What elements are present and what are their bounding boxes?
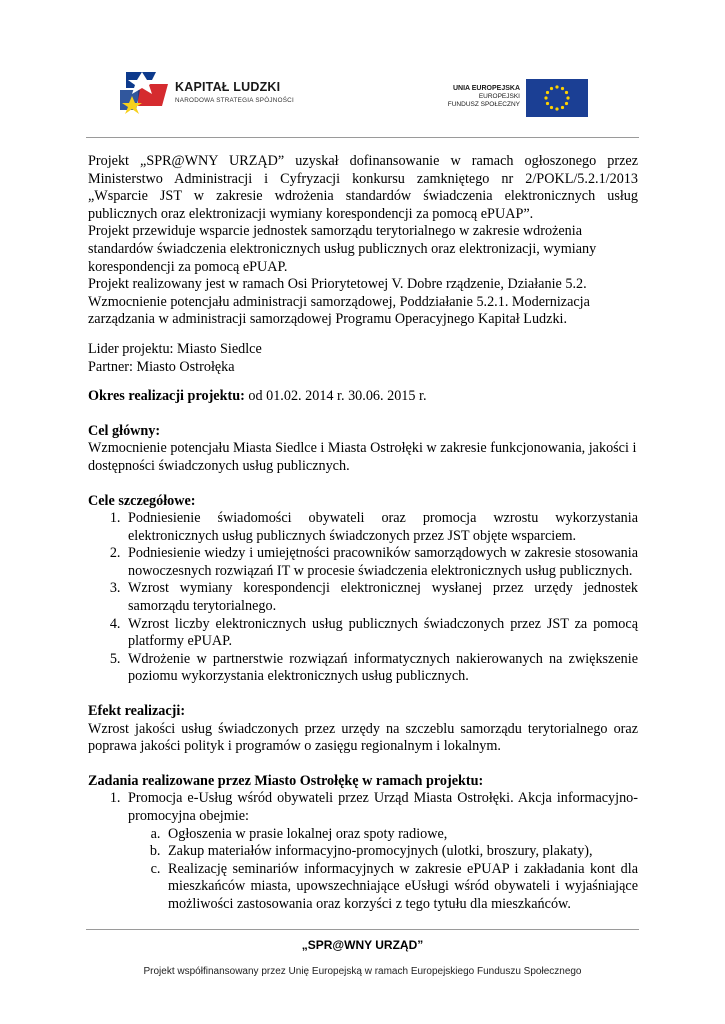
footer-divider xyxy=(86,929,639,930)
main-goal-heading: Cel główny: xyxy=(88,422,161,439)
period-value: od 01.02. 2014 r. 30.06. 2015 r. xyxy=(244,388,427,405)
document-body xyxy=(88,153,638,914)
main-goal-text: Wzmocnienie potencjału Miasta Siedlce i Miasta Ostrołęki w zakresie funkcjonowania, jakości i dostępności świadczonych usług publicznych. xyxy=(88,440,637,474)
period-label: Okres realizacji projektu: xyxy=(88,388,245,405)
eu-line-2: EUROPEJSKI xyxy=(478,93,520,100)
effect-text: Wzrost jakości usług świadczonych przez urzędy na szczeblu samorządu terytorialnego oraz poprawa jakości polityk i programów o zasięgu regionalnym i lokalnym. xyxy=(88,720,638,755)
page-header xyxy=(0,0,725,140)
project-leader: Lider projektu: Miasto Siedlce xyxy=(88,340,262,357)
list-item: 4. Wzrost liczby elektronicznych usług publicznych świadczonych przez JST za pomocą platformy ePUAP. xyxy=(124,616,638,651)
header-divider xyxy=(86,137,639,138)
intro-paragraph-3: Projekt realizowany jest w ramach Osi Priorytetowej V. Dobre rządzenie, Działanie 5.2. Wzmocnienie potencjału administracji samorządowej, Poddziałanie 5.2.1. Modernizacja zarządzania w administracji samorządowej Programu Operacyjnego Kapitał Ludzki. xyxy=(88,276,590,328)
list-item: 5. Wdrożenie w partnerstwie rozwiązań informatycznych nakierowanych na zwiększenie poziomu wykorzystania elektronicznych usług publicznych. xyxy=(124,651,638,686)
eu-line-3: FUNDUSZ SPOŁECZNY xyxy=(447,101,520,108)
list-item: b. Zakup materiałów informacyjno-promocyjnych (ulotki, broszury, plakaty), xyxy=(164,843,638,861)
project-period xyxy=(88,388,638,406)
footer-note: Projekt współfinansowany przez Unię Europejską w ramach Europejskiego Funduszu Społecznego xyxy=(143,966,582,977)
list-item xyxy=(124,790,638,913)
list-item: c. Realizację seminariów informacyjnych w zakresie ePUAP i zakładania kont dla mieszkańców miasta, upowszechniające eUsługi wśród obywateli i wyjaśniające możliwości zastosowania oraz korzyści z tego tytułu dla mieszkańców. xyxy=(164,861,638,914)
list-item: 1. Podniesienie świadomości obywateli oraz promocja wzrostu wykorzystania elektronicznych usług publicznych świadczonych przez JST objęte wsparciem. xyxy=(124,510,638,545)
tasks-heading: Zadania realizowane przez Miasto Ostrołękę w ramach projektu: xyxy=(88,772,484,789)
intro-paragraph-1: Projekt „SPR@WNY URZĄD” uzyskał dofinansowanie w ramach ogłoszonego przez Ministerstwo Administracji i Cyfryzacji konkursu zamkniętego nr 2/POKL/5.2.1/2013 „Wsparcie JST w zakresie wdrożenia standardów świadczenia elektronicznych usług publicznych oraz elektronizacji wymiany korespondencji za pomocą ePUAP”. xyxy=(88,153,638,222)
specific-goals-heading: Cele szczegółowe: xyxy=(88,492,196,509)
kapital-ludzki-logo-icon xyxy=(118,66,170,116)
footer-title: „SPR@WNY URZĄD” xyxy=(301,938,424,952)
specific-goals-list xyxy=(88,510,638,686)
list-item: 3. Wzrost wymiany korespondencji elektronicznej wysłanej przez urzędy jednostek samorządu terytorialnego. xyxy=(124,580,638,615)
eu-flag-icon xyxy=(526,79,588,117)
list-item: a. Ogłoszenia w prasie lokalnej oraz spoty radiowe, xyxy=(164,826,638,844)
eu-line-1: UNIA EUROPEJSKA xyxy=(452,85,520,92)
eu-text xyxy=(420,85,520,109)
intro-paragraph-2: Projekt przewiduje wsparcie jednostek samorządu terytorialnego w zakresie wdrożenia standardów świadczenia elektronicznych usług publicznych oraz elektronizacji, wymiany korespondencji za pomocą ePUAP. xyxy=(88,223,597,275)
kapital-ludzki-subtitle: NARODOWA STRATEGIA SPÓJNOŚCI xyxy=(175,97,294,104)
kapital-ludzki-title: KAPITAŁ LUDZKI xyxy=(175,80,281,94)
list-item: 2. Podniesienie wiedzy i umiejętności pracowników samorządowych w zakresie stosowania nowoczesnych rozwiązań IT w procesie świadczenia elektronicznych usług publicznych. xyxy=(124,545,638,580)
task-1-text: Promocja e-Usług wśród obywateli przez Urząd Miasta Ostrołęki. Akcja informacyjno-promocyjna obejmie: xyxy=(128,790,638,824)
effect-heading: Efekt realizacji: xyxy=(88,703,186,720)
task-1-subitems xyxy=(128,826,638,914)
tasks-list xyxy=(88,790,638,913)
project-partner: Partner: Miasto Ostrołęka xyxy=(88,358,235,375)
